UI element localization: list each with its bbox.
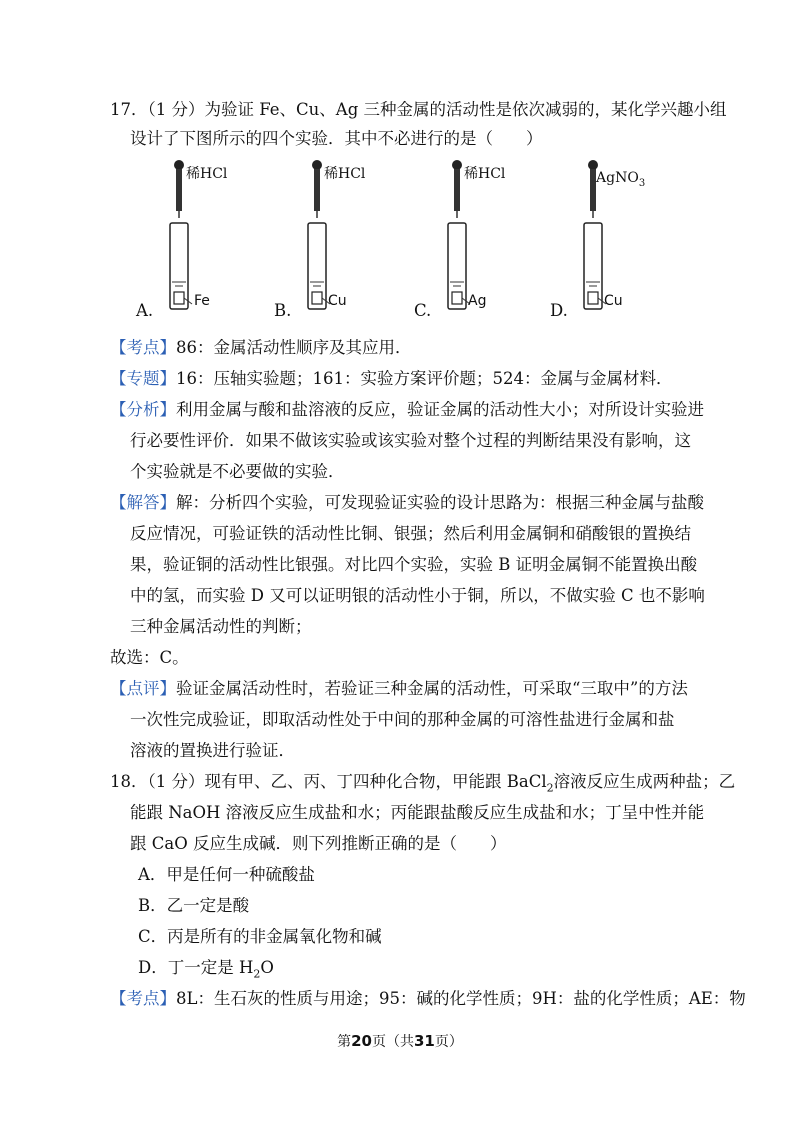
q18-option-a[interactable]: A．甲是任何一种硫酸盐 — [138, 865, 315, 884]
fenxi-tag: 【分析】 — [110, 400, 176, 419]
q17-fenxi-line2: 行必要性评价．如果不做该实验或该实验对整个过程的判断结果没有影响，这 — [130, 431, 691, 450]
option-a-metal: Fe — [194, 293, 210, 309]
q17-dianping-line2: 一次性完成验证，即取活动性处于中间的那种金属的可溶性盐进行金属和盐 — [130, 710, 675, 729]
page-number: 20 — [351, 1032, 372, 1050]
kaodian-tag: 【考点】 — [110, 338, 176, 357]
option-c-figure[interactable] — [416, 158, 566, 328]
q18-stem-line2: 能跟 NaOH 溶液反应生成盐和水；丙能跟盐酸反应生成盐和水；丁呈中性并能 — [130, 803, 705, 822]
q17-jieda-line4: 中的氢，而实验 D 又可以证明银的活动性小于铜，所以，不做实验 C 也不影响 — [130, 586, 705, 605]
q18-stem-line1: 18．（1 分）现有甲、乙、丙、丁四种化合物，甲能跟 BaCl$_2$溶液反应生成两种盐；乙 — [110, 772, 736, 795]
q17-kaodian: 【考点】86：金属活动性顺序及其应用． — [110, 338, 412, 357]
kaodian-tag: 【考点】 — [110, 989, 176, 1008]
zhuanti-tag: 【专题】 — [110, 369, 176, 388]
q18-option-c[interactable]: C．丙是所有的非金属氧化物和碱 — [138, 927, 382, 946]
q17-zhuanti: 【专题】16：压轴实验题；161：实验方案评价题；524：金属与金属材料． — [110, 369, 673, 388]
q18-stem-line3: 跟 CaO 反应生成碱．则下列推断正确的是（ ） — [130, 834, 507, 853]
q17-experiment-figures — [0, 158, 800, 328]
q17-jieda-line2: 反应情况，可验证铁的活动性比铜、银强；然后利用金属铜和硝酸银的置换结 — [130, 524, 691, 543]
q17-jieda-line1: 【解答】解：分析四个实验，可发现验证实验的设计思路为：根据三种金属与盐酸 — [110, 493, 704, 512]
option-d-letter: D. — [550, 301, 568, 320]
q18-option-b[interactable]: B．乙一定是酸 — [138, 896, 250, 915]
q17-jieda-line5: 三种金属活动性的判断； — [130, 617, 312, 636]
option-c-letter: C. — [414, 301, 432, 320]
q17-jieda-line3: 果，验证铜的活动性比银强。对比四个实验，实验 B 证明金属铜不能置换出酸 — [130, 555, 698, 574]
q17-stem-line1: 17．（1 分）为验证 Fe、Cu、Ag 三种金属的活动性是依次减弱的，某化学兴趣小组 — [110, 100, 727, 119]
total-pages: 31 — [414, 1032, 435, 1050]
option-d-reagent: AgNO$_3$ — [596, 170, 646, 189]
test-tube-icon — [276, 158, 426, 328]
option-d-figure[interactable] — [552, 158, 702, 328]
option-b-letter: B. — [274, 301, 292, 320]
q17-answer: 故选：C。 — [110, 648, 189, 667]
q17-dianping-line3: 溶液的置换进行验证． — [130, 741, 295, 760]
q17-dianping-line1: 【点评】验证金属活动性时，若验证三种金属的活动性，可采取“三取中”的方法 — [110, 679, 688, 698]
test-tube-icon — [138, 158, 288, 328]
q18-option-d[interactable]: D．丁一定是 $H_2O$ — [138, 958, 274, 981]
q18-kaodian: 【考点】8L：生石灰的性质与用途；95：碱的化学性质；9H：盐的化学性质；AE：物 — [110, 989, 746, 1008]
q17-fenxi-line3: 个实验就是不必要做的实验． — [130, 462, 345, 481]
option-b-reagent: 稀HCl — [324, 166, 366, 182]
option-a-figure[interactable] — [138, 158, 288, 328]
option-c-metal: Ag — [468, 293, 487, 309]
q17-fenxi-line1: 【分析】利用金属与酸和盐溶液的反应，验证金属的活动性大小；对所设计实验进 — [110, 400, 704, 419]
dianping-tag: 【点评】 — [110, 679, 176, 698]
option-d-metal: Cu — [604, 293, 623, 309]
jieda-tag: 【解答】 — [110, 493, 176, 512]
option-a-reagent: 稀HCl — [186, 166, 228, 182]
test-tube-icon — [416, 158, 566, 328]
q17-stem-line2: 设计了下图所示的四个实验．其中不必进行的是（ ） — [130, 129, 543, 148]
option-b-metal: Cu — [328, 293, 347, 309]
option-a-letter: A. — [136, 301, 154, 320]
page-footer: 第20页（共31页） — [337, 1032, 463, 1050]
option-b-figure[interactable] — [276, 158, 426, 328]
option-c-reagent: 稀HCl — [464, 166, 506, 182]
